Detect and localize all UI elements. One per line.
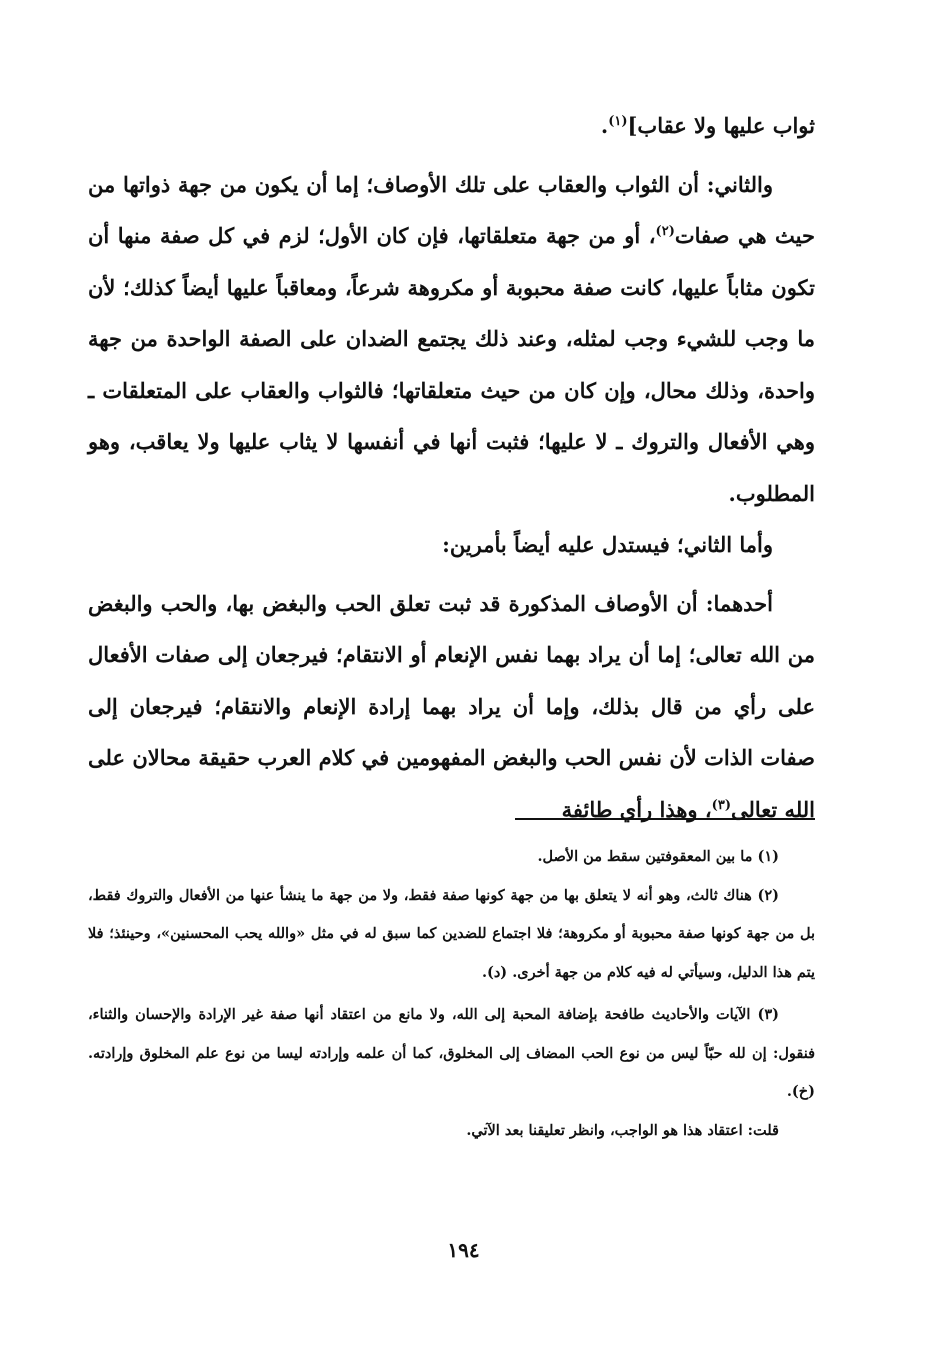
paragraph-2 [88, 159, 815, 520]
paragraph-1-text: ثواب عليها ولا عقاب] [627, 113, 815, 138]
footnote-ref-3: (٣) [711, 797, 731, 813]
footnote-ref-1: (١) [608, 114, 628, 129]
paragraph-3: وأما الثاني؛ فيستدل عليه أيضاً بأمرين: [442, 532, 773, 557]
paragraph-2-lead: والثاني: [706, 171, 773, 197]
paragraph-2-text-a: أن الثواب والعقاب على تلك الأوصاف؛ إما أن يكون من جهة ذواتها من حيث هي صفات [88, 171, 816, 248]
paragraph-4-text-a: أن الأوصاف المذكورة قد ثبت تعلق الحب والبغض بها، والحب والبغض من الله تعالى؛ إما أن يراد بهما نفس الإنعام أو الانتقام؛ فيرجعان إلى صفات الأفعال على رأي من قال بذلك، وإما أن يراد بهما إرادة الإنعام والانتقام؛ فيرجعان إلى صفات الذات لأن نفس الحب والبغض المفهومين في كلام العرب حقيقة محالان على الله تعالى [88, 590, 815, 822]
footnotes [88, 838, 815, 1150]
paragraph-4 [88, 578, 815, 836]
footnote-2: (٢) هناك ثالث، وهو أنه لا يتعلق بها من جهة كونها صفة فقط، ولا من جهة ما ينشأ عنها من الأفعال والتروك فقط، بل من جهة كونها صفة محبوبة أو مكروهة؛ فلا اجتماع للضدين كما سبق له في مثل «والله يحب المحسنين»، وحينئذ؛ فلا يتم هذا الدليل، وسيأتي له فيه كلام من جهة أخرى. (د). [88, 886, 815, 981]
paragraph-4-text-b: ، وهذا رأي طائفة [561, 796, 712, 822]
footnote-comment: قلت: اعتقاد هذا هو الواجب، وانظر تعليقنا بعد الآتي. [466, 1121, 779, 1139]
main-text [88, 100, 815, 835]
paragraph-1-end: . [600, 113, 609, 138]
paragraph-2-text-b: ، أو من جهة متعلقاتها، فإن كان الأول؛ لزم في كل صفة منها أن تكون مثاباً عليها، كانت صفة محبوبة أو مكروهة شرعاً، ومعاقباً عليها أيضاً كذلك؛ لأن ما وجب للشيء وجب لمثله، وعند ذلك يجتمع الضدان على الصفة الواحدة من جهة واحدة، وذلك محال، وإن كان من حيث متعلقاتها؛ فالثواب والعقاب على المتعلقات ـ وهي الأفعال والتروك ـ لا عليها؛ فثبت أنها في أنفسها لا يثاب عليها ولا يعاقب، وهو المطلوب. [88, 223, 815, 506]
footnote-separator [515, 818, 815, 820]
paragraph-1 [88, 100, 815, 152]
paragraph-4-lead: أحدهما: [705, 590, 773, 616]
footnote-3: (٣) الآيات والأحاديث طافحة بإضافة المحبة إلى الله، ولا مانع من اعتقاد أنها صفة غير الإرادة والإحسان والثناء، فنقول: إن لله حبّاً ليس من نوع الحب المضاف إلى المخلوق، كما أن علمه وإرادته ليسا من نوع علم المخلوق وإرادته. (خ). [88, 1006, 815, 1100]
page-number: ١٩٤ [447, 1238, 480, 1262]
footnote-1: (١) ما بين المعقوفتين سقط من الأصل. [537, 848, 779, 865]
footnote-ref-2: (٢) [655, 224, 675, 239]
